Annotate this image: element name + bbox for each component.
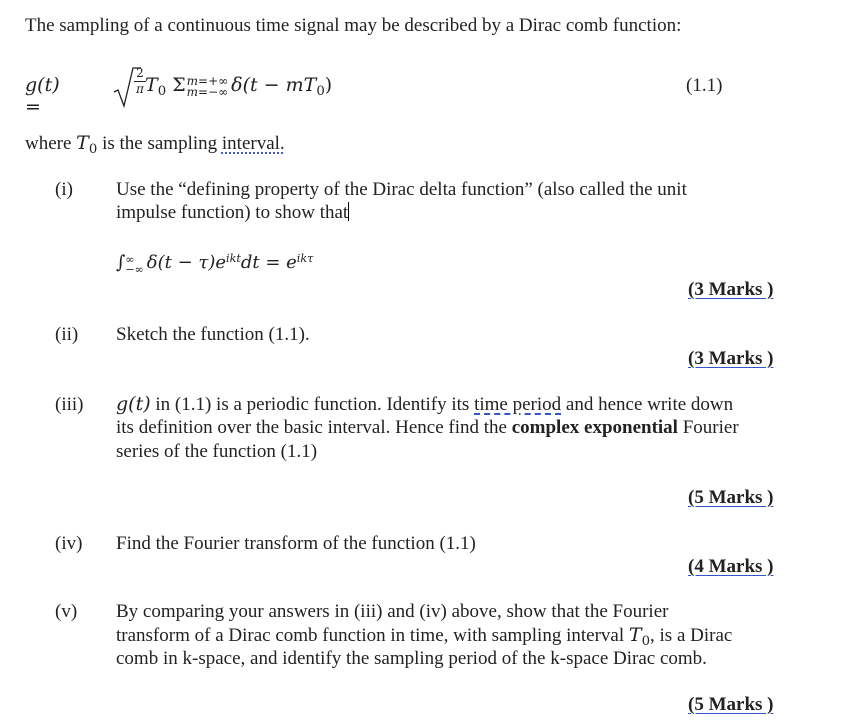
question-1-number: (i) [55,179,73,200]
question-4-number: (iv) [55,533,83,554]
question-5-line-3: comb in k-space, and identify the sampling period of the k-space Dirac comb. [116,648,707,669]
equation-number: (1.1) [686,75,723,96]
intro-text: The sampling of a continuous time signal may be described by a Dirac comb function: [25,15,682,36]
where-symbol: $T_0$ [76,132,98,157]
where-line: where $T_0$ is the sampling interval. [25,132,285,157]
equation-lhs: g(t) = [25,74,60,118]
question-2-line-1: Sketch the function (1.1). [116,324,310,345]
question-4-line-1: Find the Fourier transform of the function (1.1) [116,533,476,554]
question-3-number: (iii) [55,394,84,415]
question-3-marks: (5 Marks ) [688,487,774,508]
question-5-line-1: By comparing your answers in (iii) and (iv) above, show that the Fourier [116,601,669,622]
text-cursor [348,202,349,221]
fraction-numerator: 2 [136,66,144,80]
coefficient: $T_0$ [145,74,167,99]
question-2-marks: (3 Marks ) [688,348,774,369]
question-2-number: (ii) [55,324,79,345]
integral-limits: ∞ −∞ [125,253,144,277]
question-5-number: (v) [55,601,78,622]
question-1-formula: ∫ ∞ −∞ $\delta(t - \tau)e^{ikt}dt = e^{ik\tau}$ [116,252,314,277]
question-1-line-2: impulse function) to show that [116,202,349,223]
sum-upper-limit: m=+∞ [186,74,229,88]
question-3-line-2: its definition over the basic interval. Hence find the complex exponential Fourier [116,417,739,438]
fraction-denominator: π [134,81,146,97]
question-4-marks: (4 Marks ) [688,556,774,577]
question-3-line-1: g(t) in (1.1) is a periodic function. Identify its time period and hence write down [116,393,734,415]
integral-symbol: ∫ [116,252,126,274]
sum-symbol: Σ [172,74,186,96]
where-interval-word: interval. [221,133,285,154]
question-1-marks: (3 Marks ) [688,279,774,300]
summand: $\delta(t - mT_0)$ [231,74,333,99]
question-1-line-1: Use the “defining property of the Dirac delta function” (also called the unit [116,179,687,200]
time-period-word: time period [474,394,562,415]
question-5-marks: (5 Marks ) [688,694,774,715]
question-5-line-2: transform of a Dirac comb function in time, with sampling interval $T_0$, is a Dirac [116,624,733,649]
sum-lower-limit: m=−∞ [186,85,229,99]
question-3-line-3: series of the function (1.1) [116,441,318,462]
sum-limits [187,76,228,98]
